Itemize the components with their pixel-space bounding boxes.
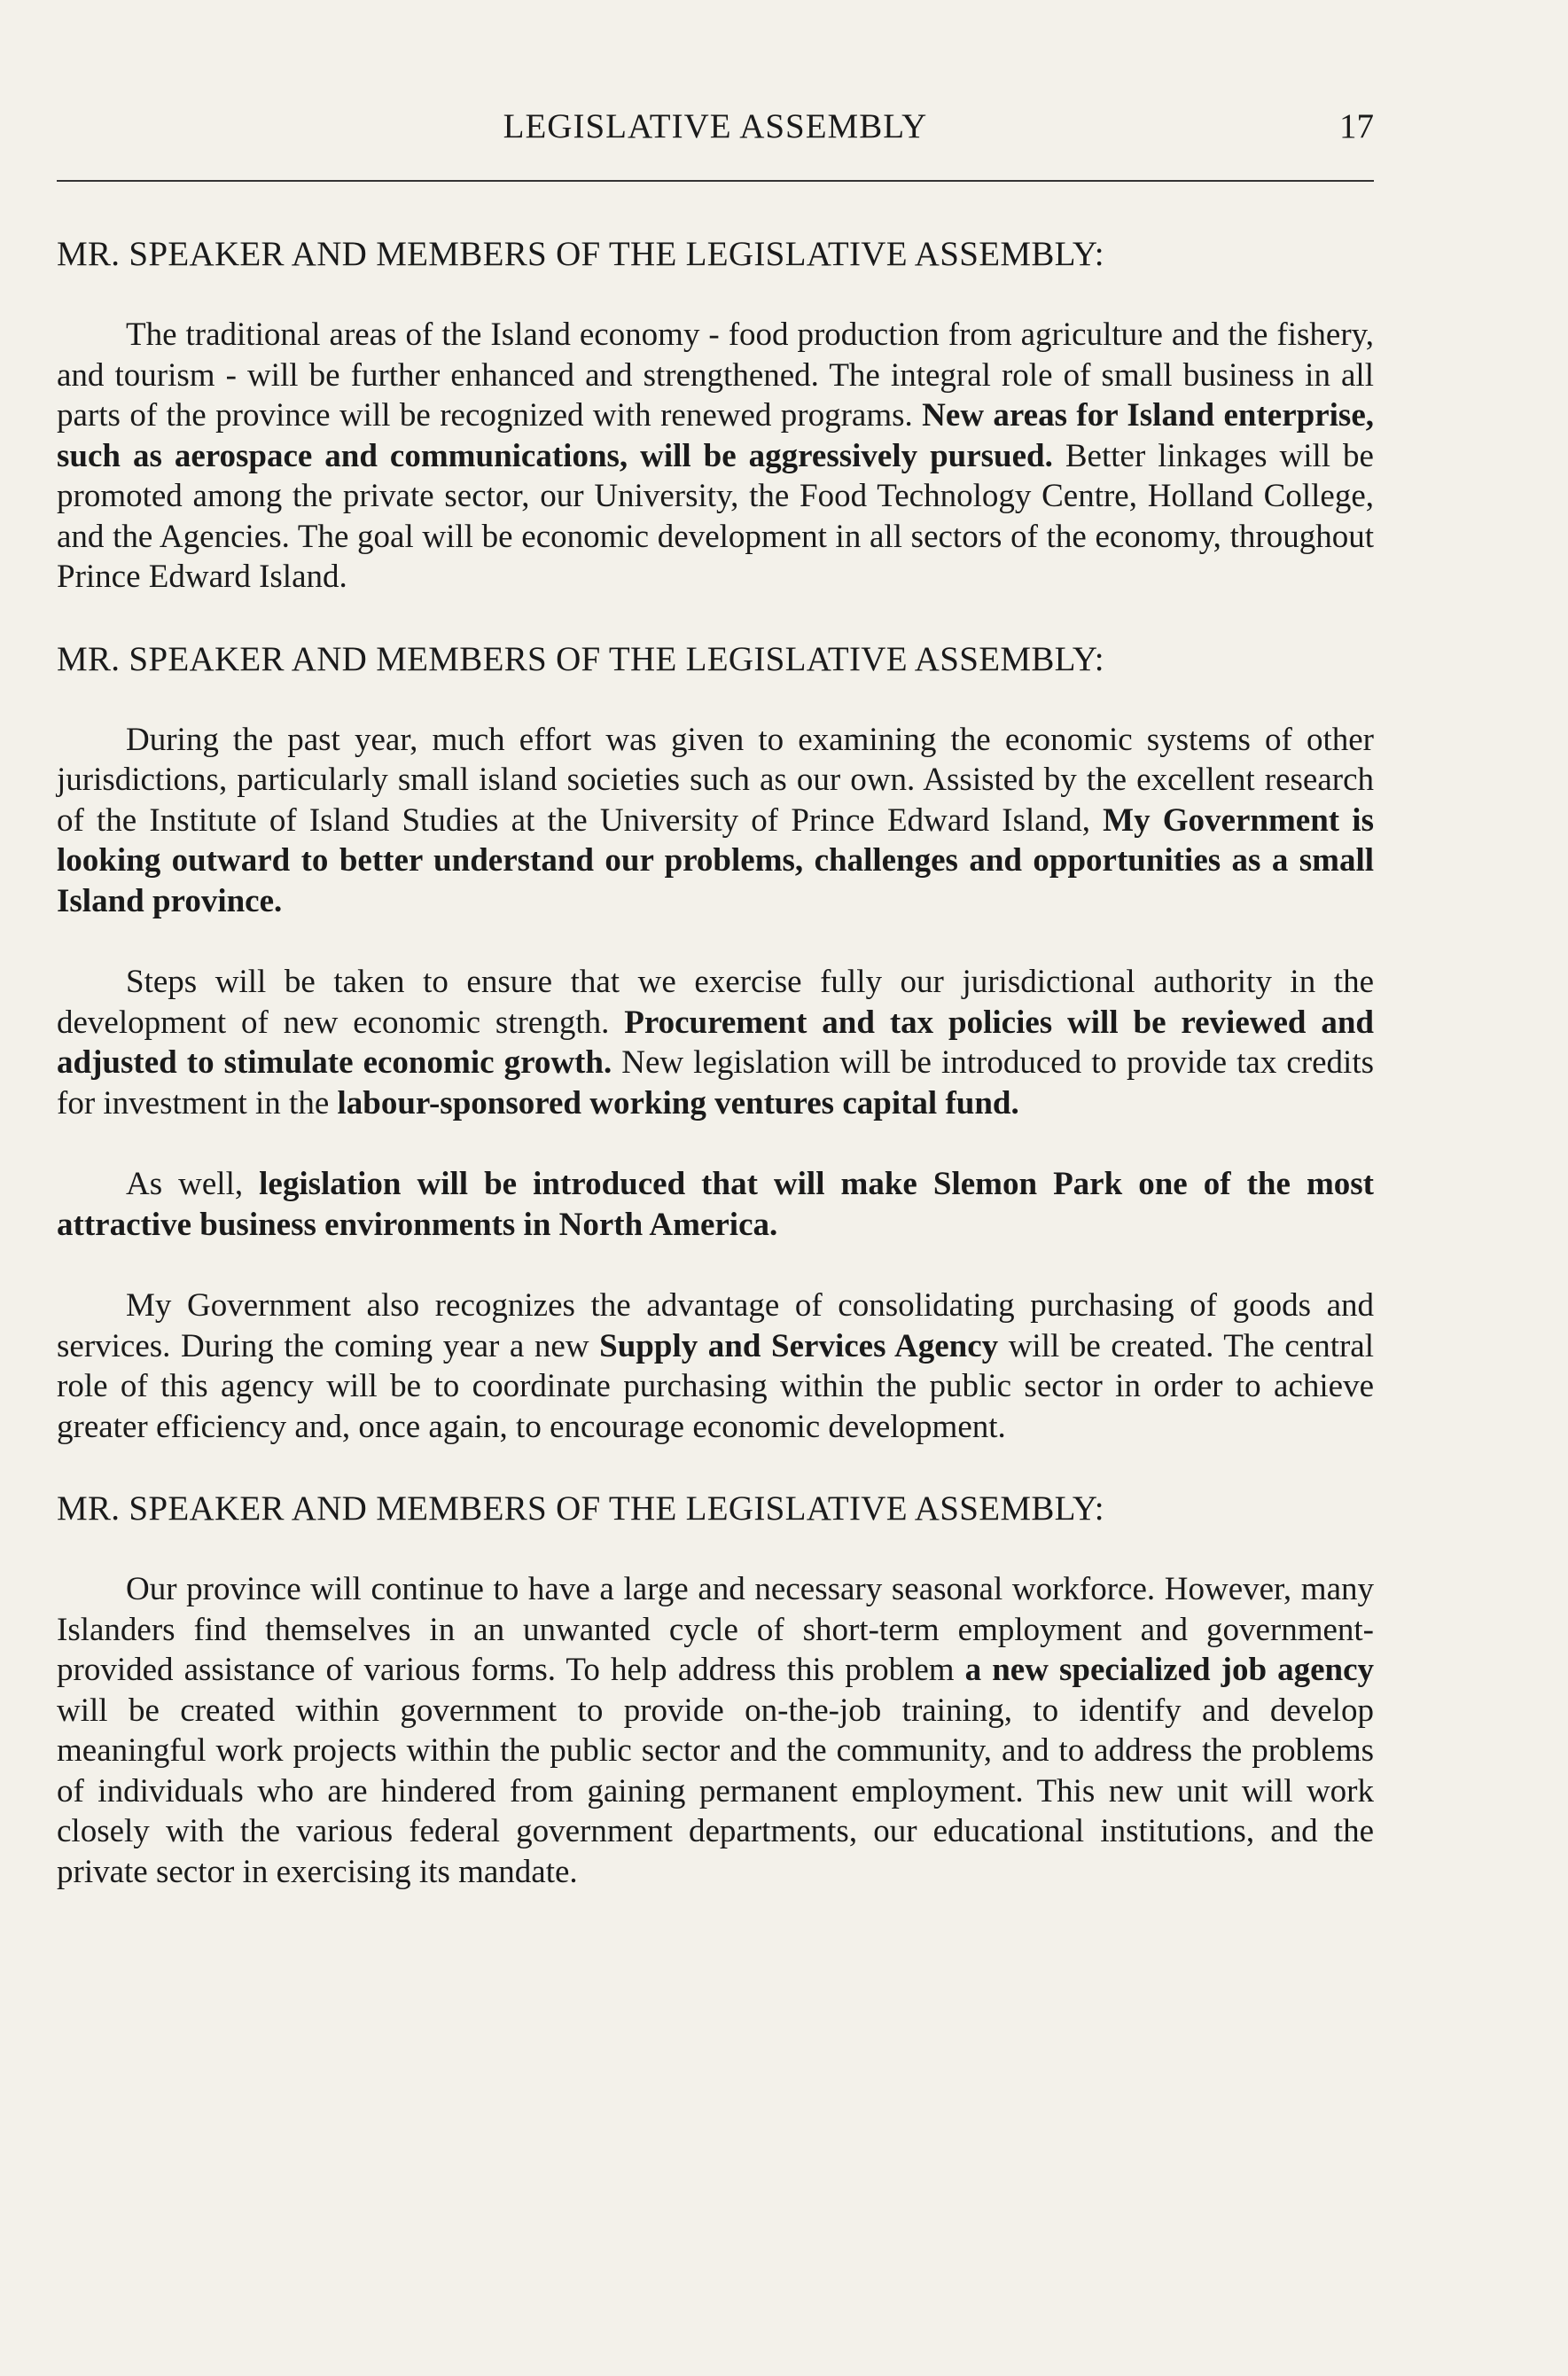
body-text: Our province will continue to have a large and necessary seasonal workforce. However, many Islanders find themselves in an unwanted cycle of short-term employment and government-provided assistance of various forms. To help address this problem — [57, 1571, 1374, 1688]
body-text: During the past year, much effort was given to examining the economic systems of other jurisdictions, particularly small island societies such as our own. Assisted by the excellent research of the Institute of Island Studies at the University of Prince Edward Island, — [57, 721, 1374, 839]
emphasized-text: Procurement and tax policies will be reviewed and adjusted to stimulate economic growth. — [57, 1004, 1374, 1081]
body-text: New legislation will be introduced to provide tax credits for investment in the — [57, 1044, 1375, 1122]
paragraph — [57, 962, 1374, 1123]
paragraph — [57, 720, 1374, 922]
body-text: As well, — [126, 1166, 260, 1202]
address-line: MR. SPEAKER AND MEMBERS OF THE LEGISLATIVE ASSEMBLY: — [57, 235, 1104, 273]
emphasized-text: legislation will be introduced that will make Slemon Park one of the most attractive business environments in North America. — [57, 1166, 1374, 1243]
emphasized-text: labour-sponsored working ventures capital fund. — [337, 1084, 1019, 1122]
page-body — [57, 233, 1374, 1892]
body-text: Steps will be taken to ensure that we exercise fully our jurisdictional authority in the development of new economic strength. — [57, 964, 1374, 1041]
emphasized-text: My Government is looking outward to better understand our problems, challenges and opportunities as a small Island province. — [57, 801, 1374, 919]
emphasized-text: Supply and Services Agency — [599, 1327, 999, 1364]
body-text: My Government also recognizes the advantage of consolidating purchasing of goods and services. During the coming year a new — [57, 1287, 1374, 1364]
paragraph — [57, 1286, 1374, 1447]
body-text: will be created within government to provide on-the-job training, to identify and develop meaningful work projects within the public sector and the community, and to address the problems of individuals who are hindered from gaining permanent employment. This new unit will work closely with the various federal government departments, our educational institutions, and the private sector in exercising its mandate. — [57, 1692, 1374, 1890]
header-title: LEGISLATIVE ASSEMBLY — [503, 107, 928, 145]
body-text: Better linkages will be promoted among the private sector, our University, the Food Technology Centre, Holland College, and the Agencies. The goal will be economic development in all sectors of the economy, throughout Prince Edward Island. — [57, 437, 1374, 595]
header-rule — [57, 180, 1374, 182]
paragraph — [57, 1569, 1374, 1892]
address-line: MR. SPEAKER AND MEMBERS OF THE LEGISLATIVE ASSEMBLY: — [57, 639, 1104, 678]
emphasized-text: a new specialized job agency — [964, 1652, 1375, 1688]
body-text: The traditional areas of the Island economy - food production from agriculture and the fishery, and tourism - will be further enhanced and strengthened. The integral role of small business in all parts of the province will be recognized with renewed programs. — [57, 317, 1374, 434]
body-text: will be created. The central role of this agency will be to coordinate purchasing within the public sector in order to achieve greater efficiency and, once again, to encourage economic development. — [57, 1327, 1375, 1445]
page-number: 17 — [1339, 107, 1374, 145]
paragraph — [57, 1164, 1374, 1245]
paragraph — [57, 315, 1374, 598]
address-line: MR. SPEAKER AND MEMBERS OF THE LEGISLATIVE ASSEMBLY: — [57, 1489, 1104, 1528]
page-header — [57, 105, 1374, 149]
emphasized-text: New areas for Island enterprise, such as aerospace and communications, will be aggressively pursued. — [57, 397, 1375, 474]
